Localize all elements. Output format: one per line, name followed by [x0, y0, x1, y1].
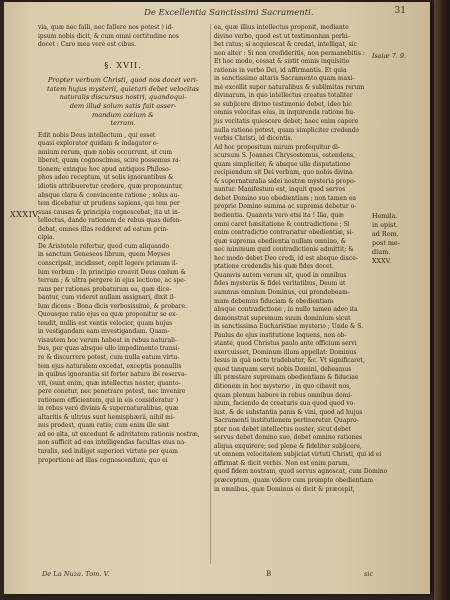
- text-line: Iesus in quâ nocte tradebatur, &c. Vt significaret,: [214, 357, 365, 365]
- text-line: debet Domino suo obedientiam ; non tamen ea: [214, 194, 356, 202]
- text-line: Ad hoc propositum mirum profequitur di-: [214, 143, 340, 151]
- text-line: aliqua exquirere; sed plene & fideliter subjicere,: [214, 442, 362, 450]
- text-line: tellectus, dando rationem de rebus quas defen-: [38, 217, 182, 225]
- text-line: in quibus ignorantia sit forter natura ibi reserva-: [38, 371, 187, 379]
- running-head: De Excellentia Sanctissimi Sacramenti.: [144, 8, 314, 18]
- footer-catchword: sic: [364, 570, 374, 578]
- text-line: bantur, cum videret nullam assignari, dixit il-: [38, 294, 176, 302]
- text-line: in vestigandam eam investigandam. Quam-: [38, 328, 170, 336]
- section-heading: [38, 76, 208, 128]
- text-line: bus, per quas absque ullo impedimento transi-: [38, 345, 180, 353]
- text-line: terram ; & ultra pergere in ejus lectione, ac spe-: [38, 277, 186, 285]
- text-line: docet : Caro mea verè est cibus.: [38, 41, 137, 49]
- text-line: conscripsit, incidisset, cepit legere primum il-: [38, 259, 178, 267]
- text-line: proportione ad illas cognoscendum, quo ei: [38, 456, 168, 464]
- margin-note-line: XXXV.: [372, 257, 392, 265]
- text-line: nuntur. Manifestum est, inquit quod servos: [214, 186, 346, 194]
- column-divider: [210, 24, 211, 564]
- text-line: rans per rationes probaturum ea, quæ dice-: [38, 285, 172, 293]
- text-line: demonstrat supremum suum dominium sicut: [214, 314, 351, 322]
- margin-note-line: Homila.: [372, 212, 398, 220]
- margin-note-right: [372, 212, 400, 266]
- left-column-body: [38, 132, 208, 465]
- text-line: cipia.: [38, 234, 55, 242]
- text-line: Sacramenti institutionem pertineretur. Quapro-: [214, 417, 359, 425]
- text-line: tem dicebatur ut prudens sapiens, qui tem per: [38, 200, 180, 208]
- text-line: absque contradictione , in nullo tamen adeo ita: [214, 306, 358, 314]
- text-line: rationem efficientem, qui in eis consideratur ): [38, 396, 179, 404]
- text-line: debat, omnes illas redderet ad eatum prin-: [38, 225, 169, 233]
- text-line: in sanctissima Eucharistiae mysterio ; Unde & S.: [214, 323, 364, 331]
- text-line: ditionem in hoc mysterio , in quo cibavit nos,: [214, 382, 352, 390]
- text-line: nium, faciendo de creaturis sua quod quod vo-: [214, 400, 356, 408]
- text-line: in rebus verò divinis & supernaturalibus, quæ: [38, 405, 179, 413]
- text-line: altaritis & ultrius sunt hemisphærii, nihil mi-: [38, 413, 175, 421]
- text-line: mam debemus fiduciam & obedientiam: [214, 297, 334, 305]
- text-line: Paulus de ejus institutione loquens, non ob-: [214, 331, 347, 339]
- text-line: ad eo alta, ut excedunt & adivitatem rationis nostræ,: [38, 430, 200, 438]
- text-line: mnium rerum, quæ nobis occurrunt, ut cum: [38, 148, 173, 156]
- text-line: exercuisset, Dominum illum appellat: Dominus: [214, 348, 357, 356]
- text-line: pere conetur, nec penetrare potest, nec invenire: [38, 388, 186, 396]
- margin-note-line: in epist.: [372, 221, 398, 229]
- text-line: verbis Christi, id dicentis.: [214, 135, 293, 143]
- text-line: Edit nobis Deus intellectum , qui esset: [38, 131, 156, 139]
- text-line: recipiendum sit Dei verbum, quo nobis divina: [214, 169, 353, 177]
- text-line: nec minimum quid contradictionis admittit; &: [214, 246, 354, 254]
- text-line: se subjicere divino testimonio debet, ideo hic: [214, 100, 352, 108]
- heading-line: mandum cœlum &: [91, 110, 155, 119]
- text-line: phos adeo receptum, ut solis ignorantibus &: [38, 174, 174, 182]
- text-line: via, quæ nec falli, nec fallere nos potest ) id-: [38, 24, 174, 31]
- text-line: ptatione credendis his quæ fides docet.: [214, 263, 334, 271]
- text-line: servus debet domino suo, debet omnino rationes: [214, 434, 363, 442]
- text-line: jus veritatis quiescere debet; haec enim capere: [214, 118, 359, 126]
- text-line: omnis velocitas eius, in inquirenda ratione hu-: [214, 109, 356, 117]
- text-line: mè excellit super naturalibus & sublimitas rerum: [214, 83, 365, 91]
- text-line: absque clara & convincente ratione ; solus au-: [38, 191, 180, 199]
- text-line: tem ejus naturalem excedat, exceptis ponnullis: [38, 362, 182, 370]
- text-line: omni caret hæsitatione & contradictione ; Si: [214, 220, 350, 228]
- text-line: nulla ratione potest, quam simpliciter credendo: [214, 126, 360, 134]
- heading-line: terram.: [110, 119, 136, 128]
- text-line: in sanctissimo altaris Sacramento quam maxi-: [214, 75, 355, 83]
- text-line: quam simpliciter, & absque ulla disputatione: [214, 160, 351, 168]
- text-line: quæ suprema obedientia nullam omnino, &: [214, 237, 347, 245]
- text-line: enim contradictio contrariatur obedientiæ, si-: [214, 229, 354, 237]
- text-line: suas causas & principia cognoscebat, ita ut in-: [38, 208, 180, 216]
- text-line: turalis, sed indiget superiori virtute per quam: [38, 447, 178, 455]
- text-line: & supernaturalia sidei nostræ mysteria propo-: [214, 177, 356, 185]
- text-line: tendit, nullis est ventis velocior, quam hujus: [38, 319, 173, 327]
- text-line: liberet, quam cognoscimus, scire possemus ra-: [38, 157, 181, 165]
- text-line: affirmat & dicit verbis. Non est enim parum,: [214, 459, 350, 467]
- text-line: lum dicens : Bona dicis verbosissimè, & probare.: [38, 302, 187, 310]
- text-line: divinarum, in quo intellectus creatus totaliter: [214, 92, 353, 100]
- heading-line: Propter verbum Christi, quod nos docet veri-: [47, 76, 199, 85]
- text-line: non alter : Si non credideritis, non permanebitis :: [214, 49, 365, 57]
- heading-line: dem illud solum satis fuit asser-: [69, 101, 177, 110]
- text-line: De Aristotele refertur, quod cum aliquando: [38, 242, 170, 250]
- text-line: visautem hoc verum habeat in rebus naturali-: [38, 336, 177, 344]
- text-line: præceptum, quam videre cum prompte obedientiam: [214, 476, 374, 484]
- margin-note-line: dium.: [372, 248, 391, 256]
- text-line: rationis in verbo Dei, id affirmantis. Et quia: [214, 66, 347, 74]
- text-line: proprie Domino summa ac suprema debetur o-: [214, 203, 357, 211]
- book-cover-edge: [434, 0, 450, 600]
- text-line: nus prodest, quam ratio; cum enim ille sint: [38, 422, 170, 430]
- text-line: pter non debet intellectus noster, sicut debet: [214, 425, 351, 433]
- text-line: scursum S. Joannes Chrysostomus, ostendens,: [214, 152, 355, 160]
- page-number: 31: [394, 6, 406, 16]
- section-title: §. XVII.: [104, 60, 142, 70]
- text-line: stante, quod Christus paulo ante officium servi: [214, 340, 357, 348]
- text-line: idiotis attribueretur credere, quæ proponuntur,: [38, 183, 183, 191]
- text-line: fides mysteriis & fidei veritatibus, Deum ut: [214, 280, 346, 288]
- text-line: ut omnem velocitatem subjiciat virtuti Christi, qui id ei: [214, 451, 382, 459]
- text-line: in sanctum Geneseos librum, quem Moyses: [38, 251, 171, 259]
- text-line: tionem; exinque hoc apud antiquos Philoso-: [38, 165, 171, 173]
- left-column-top-text: [38, 24, 208, 50]
- heading-line: tatem hujus mysterii, quietari debet velocitas: [46, 84, 200, 93]
- text-line: re & discurrere potest, cum nulla eatum virtu-: [38, 353, 180, 361]
- margin-note-line: ad Rom.: [372, 230, 399, 238]
- text-line: non sufficit ad eas intelligendas facultas eius na-: [38, 439, 187, 447]
- text-line: quasi explorator quidam & indagator o-: [38, 140, 159, 148]
- text-line: quod tanquam servi nobis Domini, debeamus: [214, 365, 352, 373]
- left-column: [38, 24, 208, 465]
- text-line: in omnibus, quæ Dominus ei dicit & præcepit,: [214, 485, 355, 493]
- text-line: Et hoc modo, cessat & sistit omnis inquisitio: [214, 58, 350, 66]
- footer-signature: De La Nuza. Tom. V.: [42, 570, 110, 578]
- text-line: ipsum nobis dicit, & cum omni certitudine nos: [38, 32, 179, 40]
- margin-note-right-top: Isaiæ 7. 9.: [372, 52, 406, 60]
- text-line: summus omnium Dominus, cui prondebeam-: [214, 288, 350, 296]
- heading-line: naturalis discursus nostri, quandoqui-: [59, 93, 187, 102]
- text-line: bet ratus; si acquiescat & credat, intelligat, sic: [214, 41, 357, 49]
- text-line: ea, quæ illius intellectus proponit, mediante: [214, 24, 349, 31]
- text-line: quam plenum habere in rebus omnibus domi-: [214, 391, 353, 399]
- text-line: bedientia. Quamvis vero etsi ita ! Ilia, quæ: [214, 212, 344, 220]
- book-page: [4, 2, 430, 594]
- footer-signature-mark: B: [266, 570, 272, 578]
- text-line: vit, (sunt enim, quæ intellectus noster, quanto-: [38, 379, 181, 387]
- text-line: illi præstare supremam obedientiam & fiduciae: [214, 374, 359, 382]
- text-line: hoc modo debet Deo credi, id est absque disce-: [214, 254, 358, 262]
- text-line: Quousque ratio ejus ea quæ proponitur se ex-: [38, 311, 178, 319]
- text-line: lust, & de substantia panis & vini, quod ad hujus: [214, 408, 363, 416]
- text-line: divino verbo, quod est ut testimonium perhi-: [214, 32, 350, 40]
- margin-note-line: post me-: [372, 239, 400, 247]
- text-line: Quamvis autem verum sit, quod in omnibus: [214, 271, 347, 279]
- text-line: lum verbum : In principio creavit Deus cœlum &: [38, 268, 186, 276]
- margin-note-left: XXXIV.: [10, 210, 41, 219]
- text-line: quod fidem nostram, quod servus agnoscat, cum Domino: [214, 468, 388, 476]
